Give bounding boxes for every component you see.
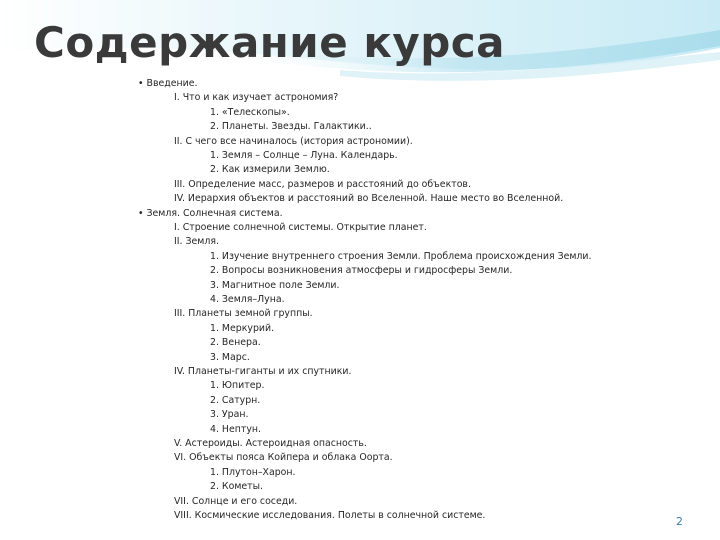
outline-chapter: II. С чего все начиналось (история астрономии).	[174, 135, 413, 147]
outline-chapter: III. Определение масс, размеров и расстояний до объектов.	[174, 178, 471, 190]
outline-topic: 4. Земля–Луна.	[210, 294, 285, 305]
outline-chapter: VI. Объекты пояса Койпера и облака Оорта.	[174, 452, 393, 464]
slide-title: Содержание курса	[34, 18, 506, 67]
outline-chapter: VII. Солнце и его соседи.	[174, 495, 298, 507]
outline-topic: 1. Земля – Солнце – Луна. Календарь.	[210, 150, 398, 161]
outline-topic: 3. Уран.	[210, 409, 249, 421]
outline-topic: 4. Нептун.	[210, 423, 261, 435]
outline-chapter: II. Земля.	[174, 236, 219, 248]
slide-number: 2	[676, 515, 683, 528]
outline-topic: 1. «Телескопы».	[210, 106, 290, 118]
outline-topic: 2. Как измерили Землю.	[210, 164, 330, 176]
outline-topic: 1. Юпитер.	[210, 380, 265, 392]
outline-topic: 3. Марс.	[210, 351, 250, 363]
outline-topic: 2. Вопросы возникновения атмосферы и гидросферы Земли.	[210, 265, 513, 277]
outline-topic: 2. Венера.	[210, 337, 261, 349]
outline-chapter: IV. Планеты-гиганты и их спутники.	[174, 366, 352, 377]
outline-section: • Введение.	[138, 78, 198, 89]
outline-topic: 1. Изучение внутреннего строения Земли. Проблема происхождения Земли.	[210, 250, 592, 262]
outline-chapter: V. Астероиды. Астероидная опасность.	[174, 438, 367, 449]
outline-topic: 2. Кометы.	[210, 481, 263, 493]
outline-chapter: IV. Иерархия объектов и расстояний во Вселенной. Наше место во Вселенной.	[174, 193, 564, 205]
outline-chapter: I. Что и как изучает астрономия?	[174, 92, 339, 104]
outline-topic: 1. Плутон–Харон.	[210, 466, 296, 478]
outline-topic: 2. Планеты. Звезды. Галактики..	[210, 121, 372, 133]
outline-chapter: I. Строение солнечной системы. Открытие планет.	[174, 222, 427, 233]
outline-topic: 3. Магнитное поле Земли.	[210, 279, 340, 291]
outline-topic: 2. Сатурн.	[210, 394, 261, 406]
outline-chapter: VIII. Космические исследования. Полеты в солнечной системе.	[174, 510, 486, 521]
outline-topic: 1. Меркурий.	[210, 322, 275, 334]
outline-chapter: III. Планеты земной группы.	[174, 308, 313, 320]
outline-section: • Земля. Солнечная система.	[138, 207, 283, 219]
